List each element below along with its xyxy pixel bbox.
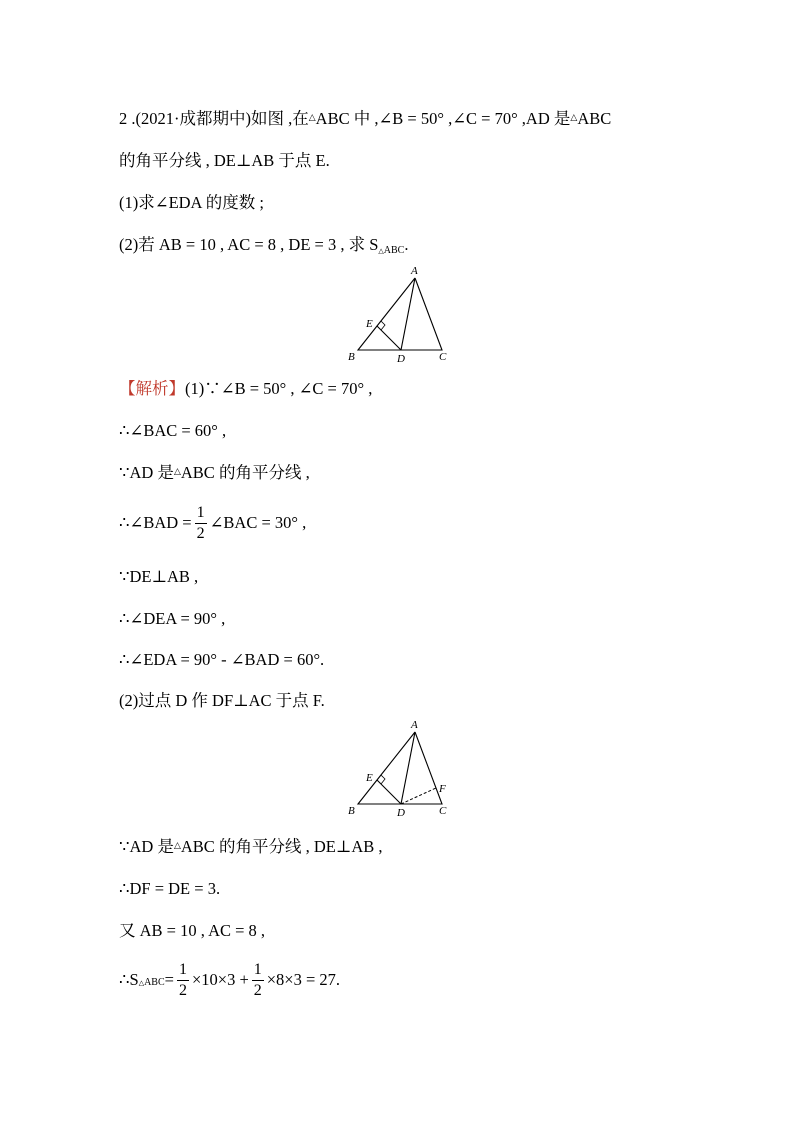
triangle-figure-1 — [340, 262, 460, 367]
solution-line-6: ∴∠DEA = 90° , — [119, 609, 226, 628]
solution-line-7: ∴∠EDA = 90° - ∠BAD = 60°. — [119, 650, 325, 669]
fraction — [177, 960, 189, 1001]
solution-line-2: ∴∠BAC = 60° , — [119, 421, 227, 440]
problem-text: ABC — [577, 109, 612, 128]
solution-text: ∴∠BAD = — [119, 513, 192, 532]
solution-text: (1)∵∠B = 50° , ∠C = 70° , — [185, 379, 373, 398]
fraction-numerator: 1 — [252, 960, 264, 981]
label-a: A — [411, 719, 418, 731]
label-f: F — [439, 783, 446, 795]
segment-ad — [401, 278, 415, 350]
problem-text: 2 .(2021·成都期中)如图 ,在 — [119, 109, 309, 128]
triangle-icon: △ — [378, 247, 384, 255]
solution-line-9: ∴DF = DE = 3. — [119, 879, 221, 898]
solution-line-4 — [119, 500, 306, 546]
segment-de — [377, 326, 401, 350]
solution-part-2: (2)过点 D 作 DF⊥AC 于点 F. — [119, 691, 325, 710]
fraction-denominator: 2 — [196, 524, 205, 542]
label-d: D — [397, 807, 405, 819]
label-e: E — [366, 772, 373, 784]
solution-text: ×8×3 = 27. — [266, 970, 341, 989]
label-d: D — [397, 353, 405, 365]
right-angle-mark — [381, 775, 385, 784]
solution-tag: 【解析】 — [119, 379, 185, 398]
fraction-denominator: 2 — [253, 981, 262, 999]
solution-text: ∵AD 是 — [119, 837, 174, 856]
triangle-icon: △ — [173, 840, 181, 850]
segment-df-dashed — [401, 788, 436, 804]
problem-text: ABC 中 ,∠B = 50° ,∠C = 70° ,AD 是 — [315, 109, 571, 128]
solution-text: ABC 的角平分线 , DE⊥AB , — [180, 837, 383, 856]
triangle-icon: △ — [308, 112, 316, 122]
problem-line-1 — [119, 109, 611, 131]
segment-ad — [401, 732, 415, 804]
problem-line-2: 的角平分线 , DE⊥AB 于点 E. — [119, 151, 330, 170]
label-c: C — [439, 351, 447, 363]
question-text: . — [404, 235, 409, 254]
solution-line-8 — [119, 837, 383, 859]
triangle-abc — [358, 278, 442, 350]
solution-text: ∠BAC = 30° , — [209, 513, 307, 532]
label-e: E — [366, 318, 373, 330]
triangle-figure-2 — [340, 716, 460, 821]
solution-text: ×10×3 + — [191, 970, 249, 989]
fraction — [252, 960, 264, 1001]
label-c: C — [439, 805, 447, 817]
fraction-numerator: 1 — [177, 960, 189, 981]
subscript-text: ABC — [144, 977, 165, 988]
right-angle-mark — [381, 321, 385, 330]
solution-text: = — [164, 970, 174, 989]
fraction — [195, 503, 207, 544]
solution-line-11 — [119, 957, 340, 1003]
fraction-numerator: 1 — [195, 503, 207, 524]
fraction-denominator: 2 — [178, 981, 187, 999]
solution-line-1 — [119, 379, 372, 399]
label-b: B — [348, 351, 355, 363]
label-b: B — [348, 805, 355, 817]
triangle-abc — [358, 732, 442, 804]
subscript — [378, 245, 404, 256]
solution-text: ∵AD 是 — [119, 463, 174, 482]
solution-text: ∴S — [119, 970, 139, 989]
subscript — [139, 973, 165, 993]
triangle-icon: △ — [570, 112, 578, 122]
question-2 — [119, 235, 408, 258]
solution-line-10: 又 AB = 10 , AC = 8 , — [119, 921, 266, 940]
solution-line-3 — [119, 463, 310, 485]
subscript-text: ABC — [383, 245, 405, 256]
triangle-icon: △ — [173, 466, 181, 476]
solution-text: ABC 的角平分线 , — [180, 463, 310, 482]
question-1: (1)求∠EDA 的度数 ; — [119, 193, 264, 212]
label-a: A — [411, 265, 418, 277]
question-text: (2)若 AB = 10 , AC = 8 , DE = 3 , 求 S — [119, 235, 379, 254]
solution-line-5: ∵DE⊥AB , — [119, 567, 199, 586]
triangle-icon: △ — [138, 979, 145, 987]
segment-de — [377, 780, 401, 804]
